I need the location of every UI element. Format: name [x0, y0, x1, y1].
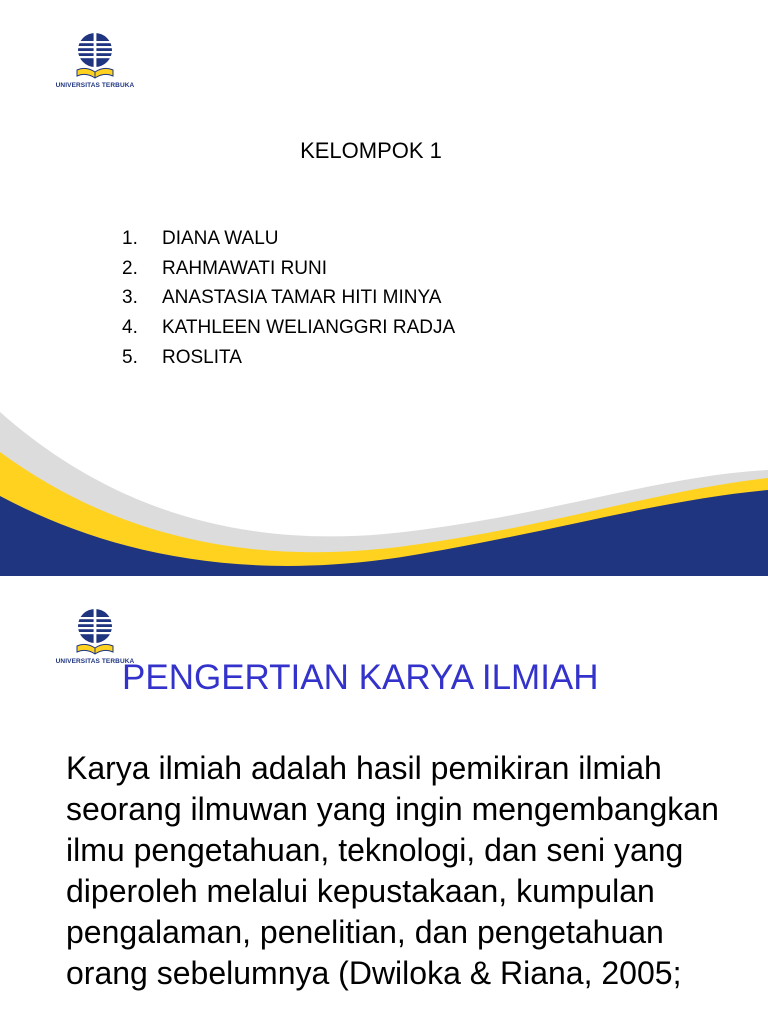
- list-number: 4.: [122, 317, 138, 339]
- section-title: PENGERTIAN KARYA ILMIAH: [122, 658, 599, 697]
- member-name: ROSLITA: [162, 346, 242, 368]
- decorative-wave: [0, 400, 768, 576]
- slide-2: [0, 576, 768, 1024]
- slide-title: KELOMPOK 1: [300, 138, 442, 163]
- member-list: [122, 224, 455, 373]
- list-item: [122, 343, 455, 373]
- logo-emblem-icon: [55, 30, 135, 84]
- list-number: 1.: [122, 228, 138, 249]
- member-name: ANASTASIA TAMAR HITI MINYA: [162, 287, 442, 309]
- list-number: 2.: [122, 257, 138, 279]
- list-item: [122, 224, 455, 254]
- member-name: RAHMAWATI RUNI: [162, 257, 328, 279]
- member-name: DIANA WALU: [162, 228, 279, 249]
- list-number: 3.: [122, 287, 138, 309]
- logo-text: UNIVERSITAS TERBUKA: [55, 82, 135, 89]
- list-number: 5.: [122, 346, 138, 368]
- logo-text: UNIVERSITAS TERBUKA: [55, 658, 135, 665]
- list-item: [122, 283, 455, 313]
- list-item: [122, 313, 455, 343]
- universitas-terbuka-logo: [55, 30, 135, 94]
- list-item: [122, 254, 455, 284]
- body-paragraph: Karya ilmiah adalah hasil pemikiran ilmiah seorang ilmuwan yang ingin mengembangkan ilmu pengetahuan, teknologi, dan seni yang diperoleh melalui kepustakaan, kumpulan pengalaman, penelitian, dan pengetahuan orang sebelumnya (Dwiloka & Riana, 2005;: [66, 750, 719, 991]
- logo-emblem-icon: [55, 606, 135, 660]
- member-name: KATHLEEN WELIANGGRI RADJA: [162, 317, 456, 339]
